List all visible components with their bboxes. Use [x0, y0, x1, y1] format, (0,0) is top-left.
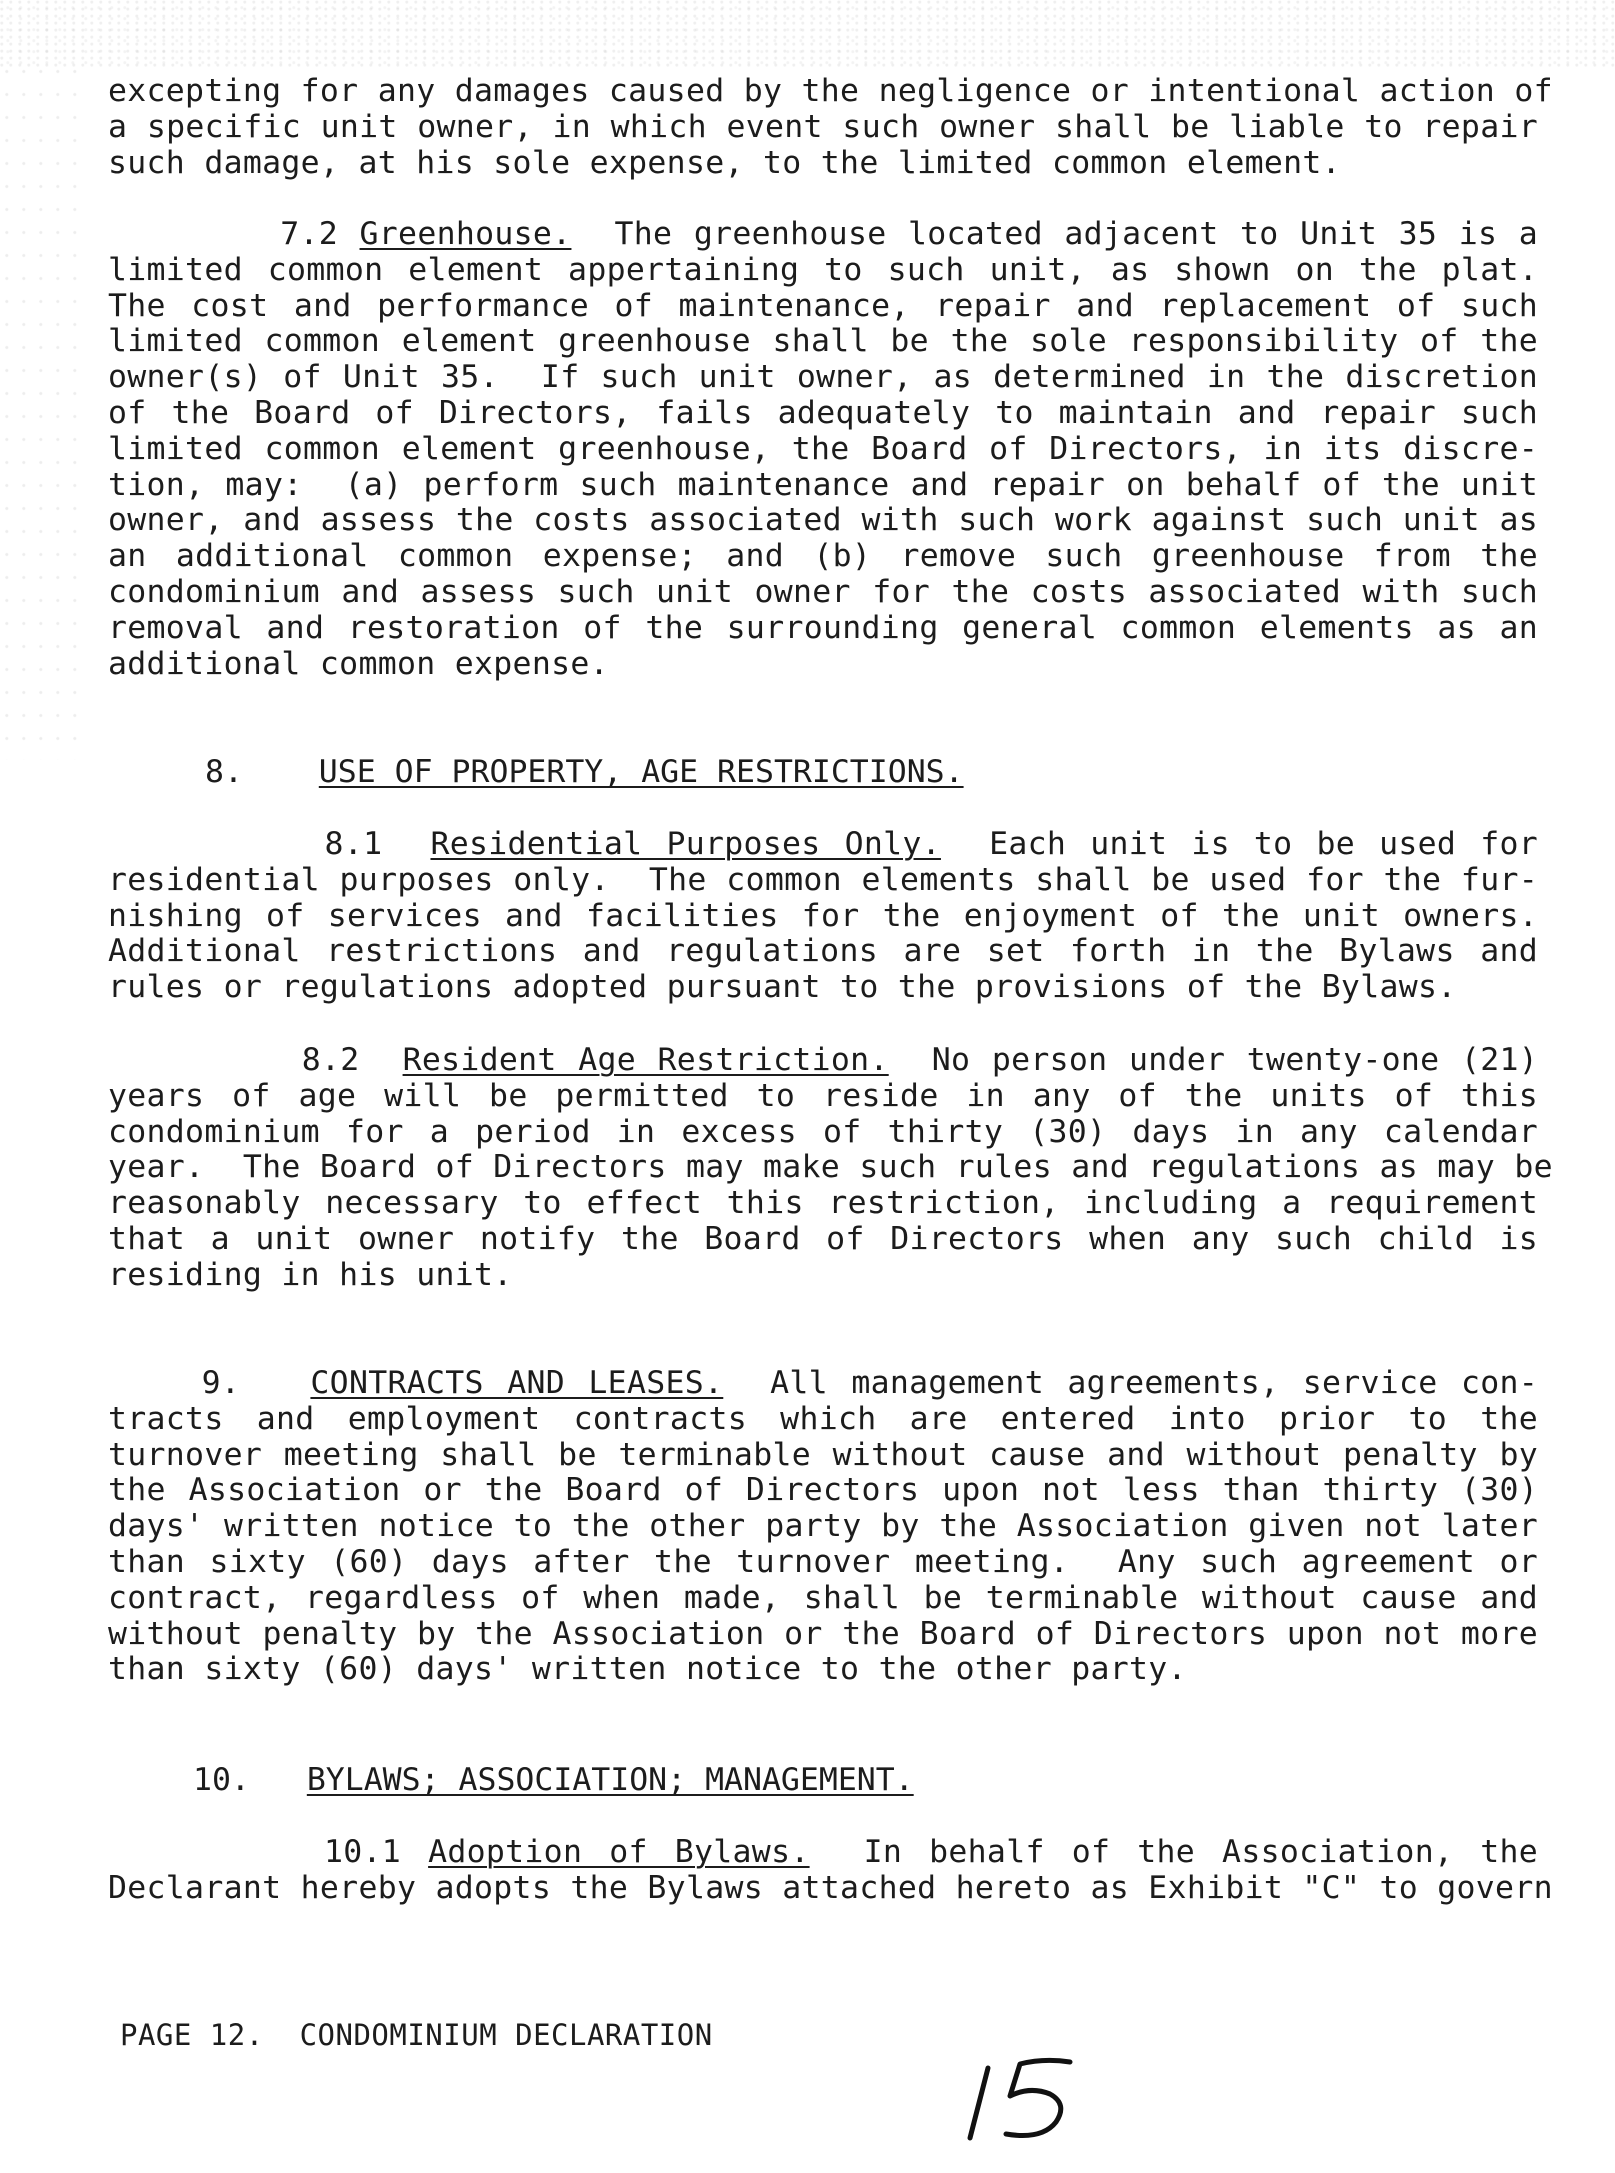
text-line: tion, may: (a) perform such maintenance and repair on behalf of the unit — [108, 466, 1538, 503]
section-title: Greenhouse. — [359, 216, 572, 252]
section-number: 10. — [193, 1762, 250, 1798]
section-title: BYLAWS; ASSOCIATION; MANAGEMENT. — [306, 1762, 914, 1798]
section-title: Resident Age Restriction. — [402, 1042, 889, 1078]
text-line: residing in his unit. — [108, 1256, 513, 1293]
text-line: condominium for a period in excess of thirty (30) days in any calendar — [108, 1113, 1538, 1150]
text-line: The greenhouse located adjacent to Unit 35 is a — [614, 216, 1539, 252]
digit-one-stroke — [970, 2068, 988, 2138]
section-number: 8.1 — [324, 826, 383, 862]
text-line: Declarant hereby adopts the Bylaws attached hereto as Exhibit "C" to govern — [108, 1869, 1553, 1906]
section-first-line — [108, 827, 1538, 863]
section-number: 10.1 — [324, 1834, 402, 1870]
text-line: All management agreements, service con- — [770, 1365, 1539, 1401]
section-first-line — [108, 1043, 1538, 1079]
section-8-1 — [108, 827, 1538, 1006]
text-line: turnover meeting shall be terminable without cause and without penalty by — [108, 1436, 1538, 1473]
section-8-2 — [108, 1042, 1553, 1294]
section-10-1 — [108, 1834, 1553, 1907]
intro-paragraph — [108, 73, 1553, 181]
text-line: No person under twenty-one (21) — [931, 1042, 1539, 1078]
text-line: than sixty (60) days after the turnover meeting. Any such agreement or — [108, 1543, 1538, 1580]
section-first-line — [108, 217, 1538, 253]
text-line: owner, and assess the costs associated with such work against such unit as — [108, 502, 1538, 539]
text-line: such damage, at his sole expense, to the limited common element. — [108, 144, 1341, 181]
text-line: than sixty (60) days' written notice to the other party. — [108, 1651, 1187, 1688]
section-title: Residential Purposes Only. — [430, 826, 941, 862]
text-line: an additional common expense; and (b) remove such greenhouse from the — [108, 538, 1538, 575]
text-line: owner(s) of Unit 35. If such unit owner, as determined in the discretion — [108, 359, 1538, 396]
text-line: of the Board of Directors, fails adequately to maintain and repair such — [108, 394, 1538, 431]
section-number: 8. — [205, 754, 243, 790]
section-9 — [108, 1366, 1538, 1688]
text-line: a specific unit owner, in which event such owner shall be liable to repair — [108, 108, 1538, 145]
text-line: In behalf of the Association, the — [863, 1834, 1539, 1870]
scan-noise-left — [0, 60, 80, 760]
text-line: The cost and performance of maintenance, repair and replacement of such — [108, 287, 1538, 324]
text-line: days' written notice to the other party by the Association given not later — [108, 1508, 1538, 1545]
text-line: nishing of services and facilities for the enjoyment of the unit owners. — [108, 897, 1538, 934]
section-10-heading — [193, 1762, 914, 1798]
text-line: limited common element appertaining to such unit, as shown on the plat. — [108, 251, 1538, 288]
text-line: Each unit is to be used for — [989, 826, 1538, 862]
text-line: rules or regulations adopted pursuant to the provisions of the Bylaws. — [108, 969, 1457, 1006]
section-title: CONTRACTS AND LEASES. — [310, 1365, 724, 1401]
text-line: additional common expense. — [108, 645, 609, 682]
text-line: the Association or the Board of Directors upon not less than thirty (30) — [108, 1472, 1538, 1509]
text-line: Additional restrictions and regulations are set forth in the Bylaws and — [108, 933, 1538, 970]
text-line: limited common element greenhouse, the Board of Directors, in its discre- — [108, 430, 1538, 467]
text-line: tracts and employment contracts which are entered into prior to the — [108, 1400, 1538, 1437]
text-line: limited common element greenhouse shall be the sole responsibility of the — [108, 323, 1538, 360]
handwritten-page-number — [958, 2050, 1088, 2145]
text-line: reasonably necessary to effect this restriction, including a requirement — [108, 1185, 1538, 1222]
text-line: condominium and assess such unit owner for the costs associated with such — [108, 573, 1538, 610]
text-line: excepting for any damages caused by the negligence or intentional action of — [108, 73, 1553, 109]
section-number: 8.2 — [301, 1042, 360, 1078]
section-8-heading — [205, 754, 964, 790]
text-line: residential purposes only. The common elements shall be used for the fur- — [108, 861, 1538, 898]
page-footer: PAGE 12. CONDOMINIUM DECLARATION — [120, 2018, 713, 2052]
section-number: 7.2 — [280, 216, 338, 252]
section-7-2 — [108, 217, 1538, 682]
text-line: that a unit owner notify the Board of Directors when any such child is — [108, 1220, 1538, 1257]
digit-five-stroke — [1006, 2060, 1070, 2135]
section-first-line — [108, 1835, 1538, 1871]
text-line: year. The Board of Directors may make such rules and regulations as may be — [108, 1149, 1553, 1186]
section-number: 9. — [201, 1365, 241, 1401]
section-first-line — [108, 1366, 1538, 1402]
text-line: contract, regardless of when made, shall be terminable without cause and — [108, 1579, 1538, 1616]
scan-noise — [0, 0, 1615, 70]
section-title: Adoption of Bylaws. — [428, 1834, 810, 1870]
text-line: removal and restoration of the surrounding general common elements as an — [108, 609, 1538, 646]
section-title: USE OF PROPERTY, AGE RESTRICTIONS. — [318, 754, 964, 790]
text-line: years of age will be permitted to reside in any of the units of this — [108, 1077, 1538, 1114]
text-line: without penalty by the Association or the Board of Directors upon not more — [108, 1615, 1538, 1652]
